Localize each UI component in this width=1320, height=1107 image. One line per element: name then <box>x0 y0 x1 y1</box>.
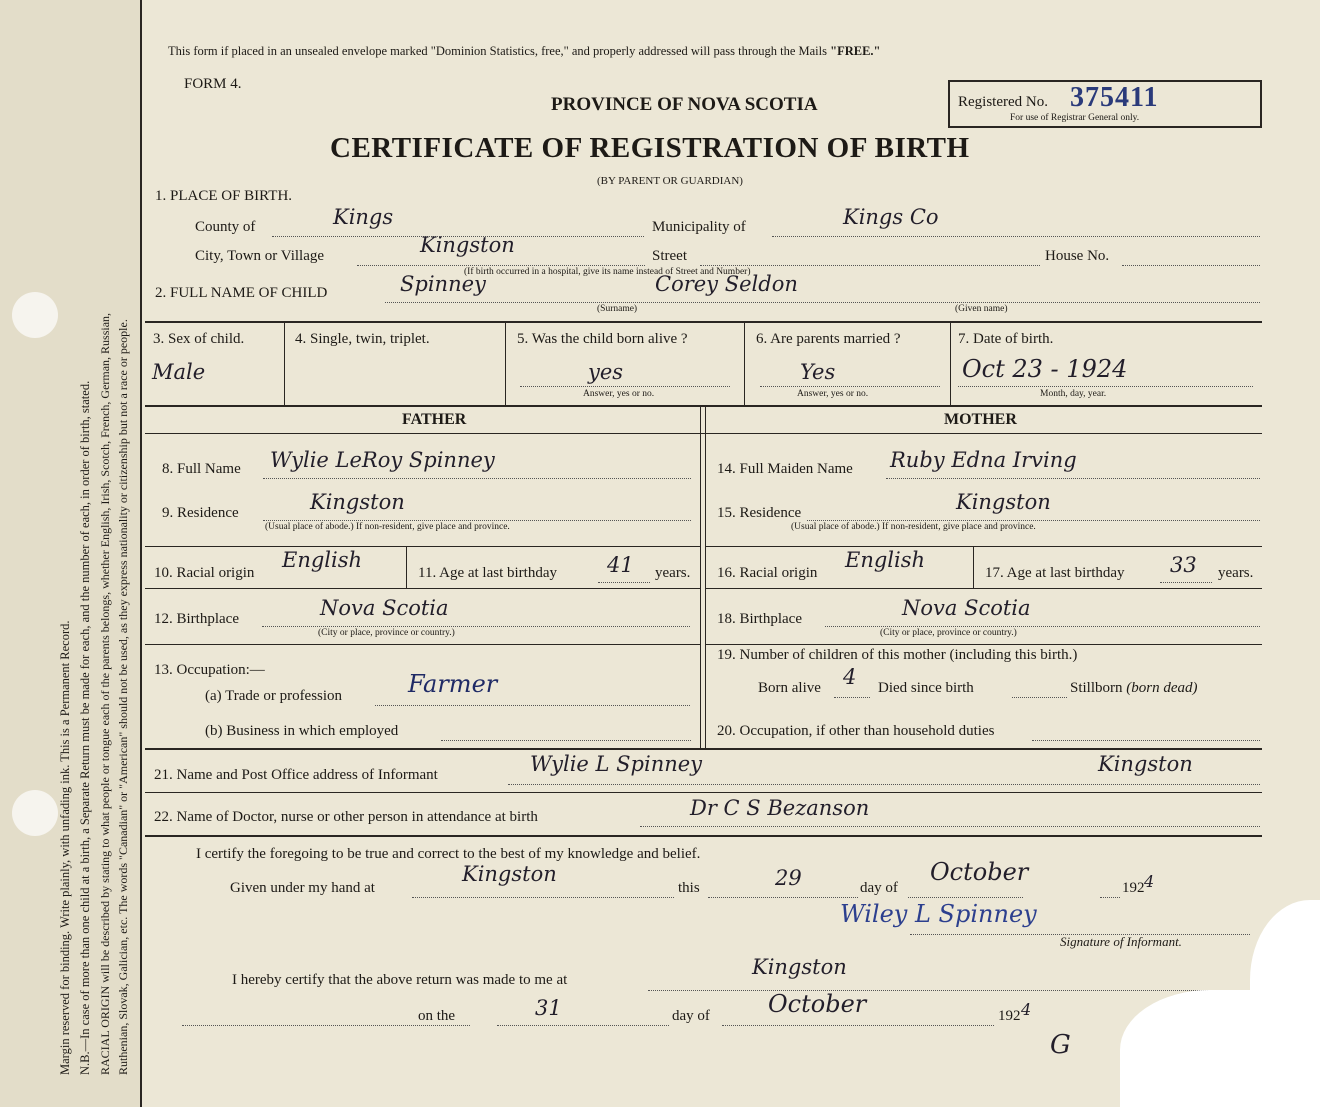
born-alive-label: 5. Was the child born alive ? <box>517 331 688 347</box>
father-occupation-label: 13. Occupation:— <box>154 662 265 678</box>
doctor-value: Dr C S Bezanson <box>690 796 870 820</box>
registered-number: 375411 <box>1070 82 1159 113</box>
mother-racial-value: English <box>845 548 926 572</box>
street-label: Street <box>652 248 687 264</box>
on-the-label: on the <box>418 1008 456 1024</box>
father-birthplace-label: 12. Birthplace <box>154 611 239 627</box>
mother-age-label: 17. Age at last birthday <box>985 565 1125 581</box>
mother-residence-note: (Usual place of abode.) If non-resident, give place and province. <box>791 522 1036 532</box>
mother-birthplace-value: Nova Scotia <box>902 596 1031 620</box>
father-age-value: 41 <box>607 553 634 577</box>
mother-children-label: 19. Number of children of this mother (including this birth.) <box>717 647 1078 663</box>
informant-signature: Wiley L Spinney <box>840 900 1037 928</box>
year-suffix: 4 <box>1144 872 1155 891</box>
return-month-value: October <box>768 990 867 1018</box>
mother-racial-label: 16. Racial origin <box>717 565 818 581</box>
father-trade-label: (a) Trade or profession <box>205 688 343 704</box>
place-of-birth-label: 1. PLACE OF BIRTH. <box>155 188 293 204</box>
mother-years-label: years. <box>1218 565 1254 581</box>
date-of-birth-note: Month, day, year. <box>1040 389 1107 399</box>
father-birthplace-note: (City or place, province or country.) <box>318 628 455 638</box>
torn-corner-upper <box>1250 900 1320 1010</box>
return-year-suffix: 4 <box>1021 1000 1032 1019</box>
city-label: City, Town or Village <box>195 248 325 264</box>
given-under-hand-label: Given under my hand at <box>230 880 375 896</box>
punch-hole-bottom <box>12 790 58 836</box>
municipality-label: Municipality of <box>652 219 746 235</box>
given-place-value: Kingston <box>462 862 557 886</box>
father-years-label: years. <box>655 565 691 581</box>
certificate-title: CERTIFICATE OF REGISTRATION OF BIRTH <box>330 132 970 164</box>
form-number: FORM 4. <box>184 76 242 92</box>
born-alive-count-label: Born alive <box>758 680 821 696</box>
father-birthplace-value: Nova Scotia <box>320 596 449 620</box>
plurality-label: 4. Single, twin, triplet. <box>295 331 430 347</box>
hospital-note: (If birth occurred in a hospital, give its name instead of Street and Number) <box>464 267 751 277</box>
born-alive-note: Answer, yes or no. <box>583 389 655 399</box>
father-name-value: Wylie LeRoy Spinney <box>270 448 495 472</box>
certification-statement: I certify the foregoing to be true and correct to the best of my knowledge and belief. <box>196 846 701 862</box>
return-year-prefix: 192 <box>998 1008 1021 1024</box>
mother-residence-value: Kingston <box>956 490 1051 514</box>
mother-residence-label: 15. Residence <box>717 505 802 521</box>
signature-of-informant-label: Signature of Informant. <box>1060 934 1182 949</box>
mother-birthplace-label: 18. Birthplace <box>717 611 802 627</box>
registered-number-box <box>948 80 1262 128</box>
return-place-value: Kingston <box>752 955 847 979</box>
father-racial-label: 10. Racial origin <box>154 565 255 581</box>
year-prefix: 192 <box>1122 880 1145 896</box>
certificate-subtitle: (BY PARENT OR GUARDIAN) <box>597 175 743 187</box>
registered-label: Registered No. <box>958 94 1048 110</box>
stillborn-note: (born dead) <box>1126 680 1198 696</box>
father-age-label: 11. Age at last birthday <box>418 565 557 581</box>
born-alive-value: yes <box>588 360 624 384</box>
father-name-label: 8. Full Name <box>162 461 241 477</box>
father-business-label: (b) Business in which employed <box>205 723 399 739</box>
child-given-name-value: Corey Seldon <box>655 272 798 296</box>
mother-age-value: 33 <box>1170 553 1197 577</box>
registrar-note: For use of Registrar General only. <box>1010 113 1140 123</box>
father-racial-value: English <box>282 548 363 572</box>
return-day-value: 31 <box>535 996 562 1020</box>
sex-value: Male <box>152 360 206 384</box>
father-heading: FATHER <box>402 411 467 428</box>
margin-note-racial-origin-2: Ruthenian, Slovak, Galician, etc. The words "Canadian" or "American" should not be used, as they express nationality or citizenship but not a race or people. <box>116 319 130 1075</box>
return-day-of-label: day of <box>672 1008 710 1024</box>
child-surname-value: Spinney <box>400 272 486 296</box>
informant-address-value: Kingston <box>1098 752 1193 776</box>
parents-married-value: Yes <box>800 360 836 384</box>
city-value: Kingston <box>420 233 515 257</box>
informant-name-value: Wylie L Spinney <box>530 752 703 776</box>
given-name-note: (Given name) <box>955 304 1008 314</box>
month-value: October <box>930 858 1029 886</box>
municipality-value: Kings Co <box>843 205 939 229</box>
child-name-label: 2. FULL NAME OF CHILD <box>155 285 328 301</box>
parents-married-note: Answer, yes or no. <box>797 389 869 399</box>
punch-hole-top <box>12 292 58 338</box>
sex-label: 3. Sex of child. <box>153 331 245 347</box>
mother-name-value: Ruby Edna Irving <box>890 448 1077 472</box>
province-heading: PROVINCE OF NOVA SCOTIA <box>551 94 818 115</box>
margin-note-multiple-births: N.B.—In case of more than one child at a birth, a Separate Return must be made for each, and the number of each, in order of birth, stated. <box>78 380 92 1075</box>
day-of-label: day of <box>860 880 898 896</box>
county-label: County of <box>195 219 256 235</box>
mail-notice: This form if placed in an unsealed envelope marked "Dominion Statistics, free," and properly addressed will pass through the Mails "FREE." <box>168 44 881 58</box>
mother-birthplace-note: (City or place, province or country.) <box>880 628 1017 638</box>
this-label: this <box>678 880 700 896</box>
house-number-label: House No. <box>1045 248 1110 264</box>
mother-name-label: 14. Full Maiden Name <box>717 461 853 477</box>
stillborn-label: Stillborn (born dead) <box>1070 680 1198 696</box>
mother-occupation-label: 20. Occupation, if other than household duties <box>717 723 995 739</box>
registrar-initial: G <box>1050 1030 1071 1060</box>
day-value: 29 <box>775 866 802 890</box>
margin-note-binding: Margin reserved for binding. Write plainly, with unfading ink. This is a Permanent Record. <box>58 620 72 1075</box>
county-value: Kings <box>333 205 394 229</box>
doctor-label: 22. Name of Doctor, nurse or other person in attendance at birth <box>154 809 538 825</box>
mother-heading: MOTHER <box>944 411 1017 428</box>
surname-note: (Surname) <box>597 304 638 314</box>
margin-note-racial-origin-1: RACIAL ORIGIN will be described by stating to what people or tongue each of the parents belongs, whether English, Irish, Scotch, French, German, Russian, <box>98 312 112 1075</box>
return-made-label: I hereby certify that the above return was made to me at <box>232 972 568 988</box>
father-residence-label: 9. Residence <box>162 505 239 521</box>
date-of-birth-label: 7. Date of birth. <box>958 331 1054 347</box>
father-residence-note: (Usual place of abode.) If non-resident, give place and province. <box>265 522 510 532</box>
margin-rule <box>140 0 142 1107</box>
date-of-birth-value: Oct 23 - 1924 <box>962 355 1128 383</box>
born-alive-count-value: 4 <box>843 665 857 689</box>
father-residence-value: Kingston <box>310 490 405 514</box>
informant-label: 21. Name and Post Office address of Informant <box>154 767 438 783</box>
parents-married-label: 6. Are parents married ? <box>756 331 901 347</box>
died-since-birth-label: Died since birth <box>878 680 974 696</box>
father-trade-value: Farmer <box>408 670 498 698</box>
